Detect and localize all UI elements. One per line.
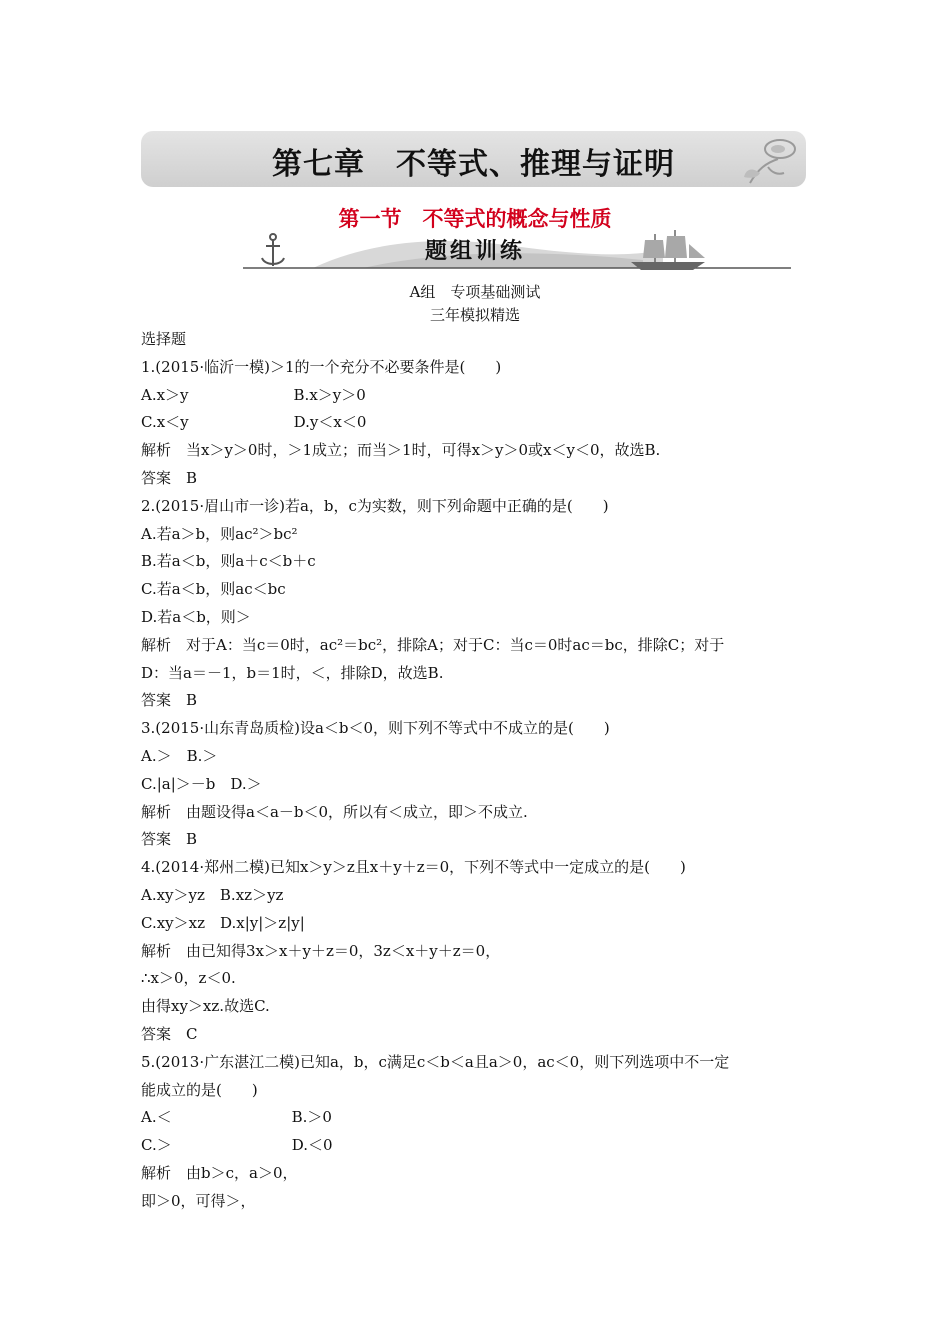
chapter-banner [141,131,806,187]
group-title: A组 专项基础测试 [409,283,541,301]
option-line: A.＞ B.＞ [141,746,218,765]
question-5: 5.(2013·广东湛江二模)已知a，b，c满足c＜b＜a且a＞0，ac＜0，则下列选项中不一定 [141,1052,730,1071]
analysis-4: 解析 由已知得3x＞x＋y＋z＝0，3z＜x＋y＋z＝0， [141,941,501,960]
analysis-5-cont: 即＞0，可得＞， [141,1191,256,1210]
option-line: A.若a＞b，则ac²＞bc² [141,524,298,543]
question-4: 4.(2014·郑州二模)已知x＞y＞z且x＋y＋z＝0，下列不等式中一定成立的是( ) [141,858,686,877]
analysis-4-cont: ∴x＞0，z＜0. [141,969,236,988]
group-subtitle: 三年模拟精选 [429,306,520,324]
option-line: D.若a＜b，则＞ [141,607,251,626]
option-line: C.|a|＞－b D.＞ [141,774,262,793]
answer-1: 答案 B [141,468,198,487]
analysis-2: 解析 对于A：当c＝0时，ac²＝bc²，排除A；对于C：当c＝0时ac＝bc，排除C；对于 [141,635,725,654]
answer-4: 答案 C [141,1024,198,1043]
option-line: C.xy＞xz D.x|y|＞z|y| [141,913,305,932]
answer-3: 答案 B [141,830,198,849]
analysis-2-cont: D：当a＝－1，b＝1时，＜，排除D，故选B. [141,663,444,682]
option-line: C.＞ D.＜0 [141,1136,333,1155]
section-title: 第一节 不等式的概念与性质 [338,206,612,231]
analysis-1: 解析 当x＞y＞0时，＞1成立；而当＞1时，可得x＞y＞0或x＜y＜0，故选B. [141,441,661,460]
question-1: 1.(2015·临沂一模)＞1的一个充分不必要条件是( ) [141,357,502,376]
flower-icon [738,133,800,187]
chapter-title: 第七章 不等式、推理与证明 [272,147,675,182]
analysis-5: 解析 由b＞c，a＞0， [141,1163,298,1182]
option-line: A.xy＞yz B.xz＞yz [141,885,284,904]
option-line: C.x＜y D.y＜x＜0 [141,413,367,432]
option-line: B.若a＜b，则a＋c＜b＋c [141,552,316,571]
question-5-cont: 能成立的是( ) [141,1080,258,1099]
analysis-3: 解析 由题设得a＜a－b＜0，所以有＜成立，即＞不成立. [141,802,528,821]
sub-title: 题组训练 [424,238,525,264]
question-3: 3.(2015·山东青岛质检)设a＜b＜0，则下列不等式中不成立的是( ) [141,719,610,738]
question-2: 2.(2015·眉山市一诊)若a，b，c为实数，则下列命题中正确的是( ) [141,496,609,515]
answer-2: 答案 B [141,691,198,710]
option-line: C.若a＜b，则ac＜bc [141,580,286,599]
option-line: A.＜ B.＞0 [141,1108,332,1127]
section-label: 选择题 [141,330,187,348]
exercise-content [141,326,811,1216]
analysis-4-cont: 由得xy＞xz.故选C. [141,997,270,1016]
option-line: A.x＞y B.x＞y＞0 [141,385,366,404]
